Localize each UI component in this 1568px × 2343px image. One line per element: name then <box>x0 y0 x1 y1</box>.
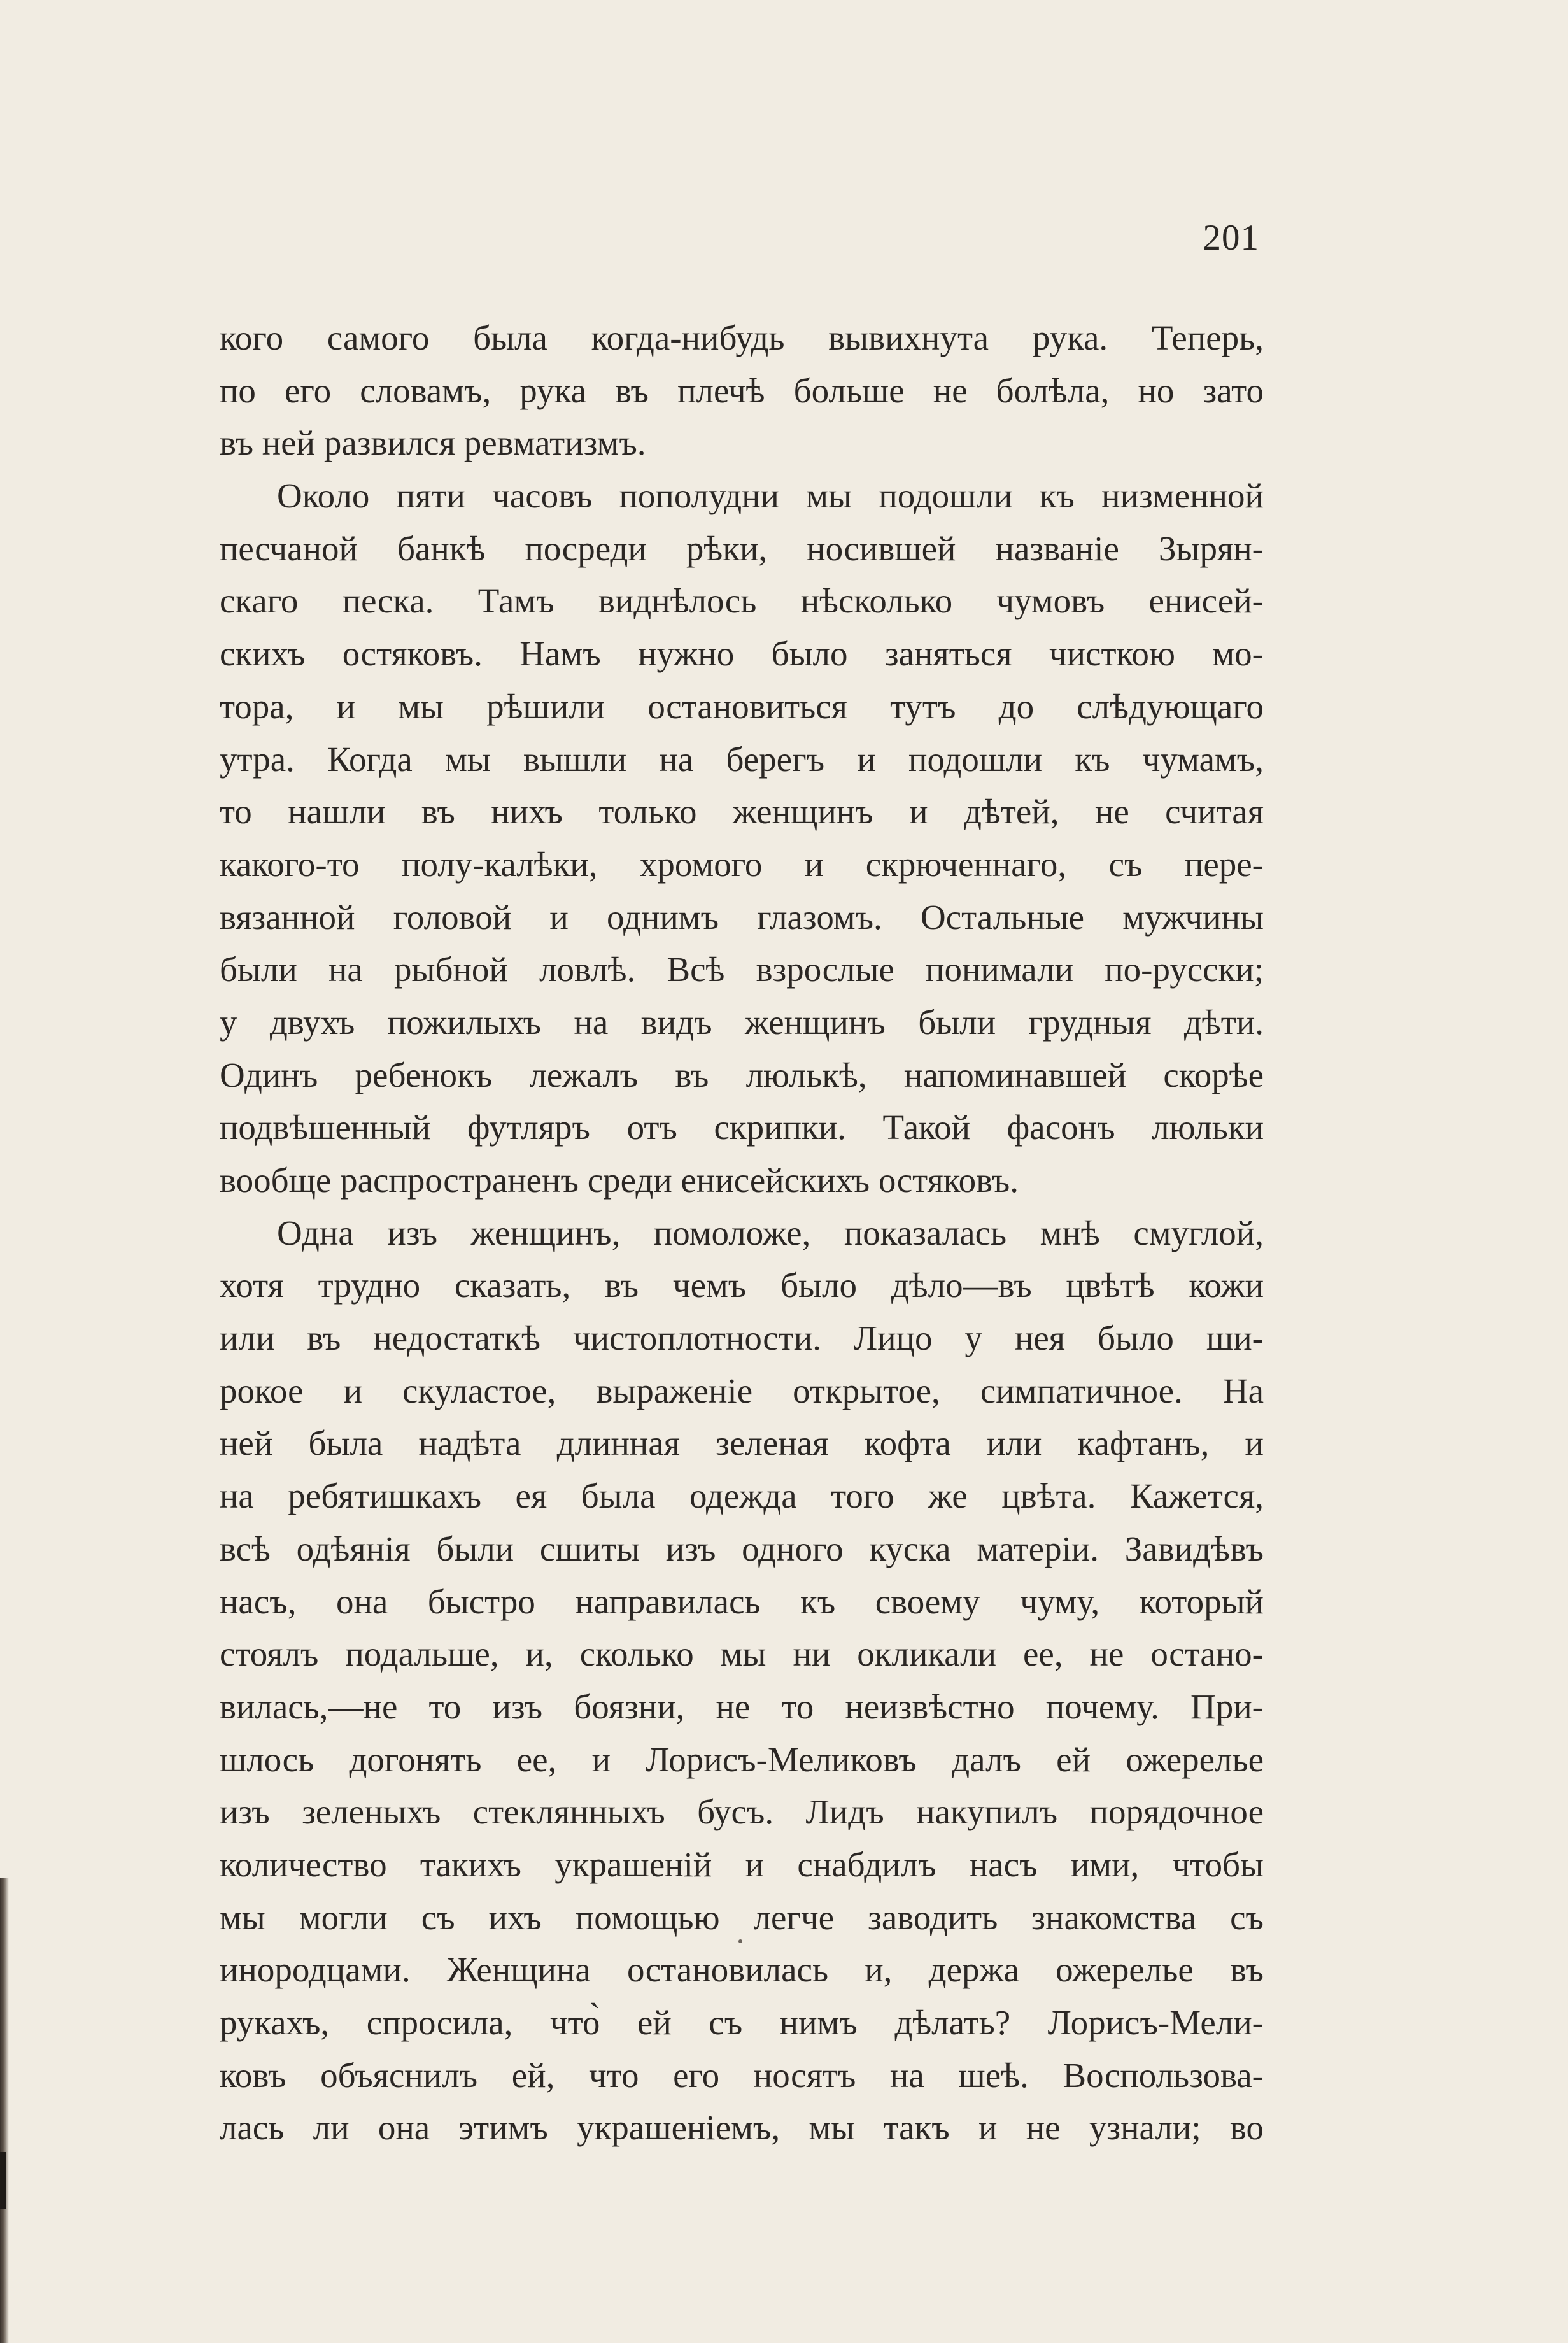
text-line: на ребятишкахъ ея была одежда того же цвѣта. Кажется, <box>220 1476 1264 1516</box>
text-line: ковъ объяснилъ ей, что его носятъ на шеѣ. Воспользова- <box>220 2055 1264 2095</box>
text-line: стоялъ подальше, и, сколько мы ни окликали ее, не остано- <box>220 1634 1264 1674</box>
text-line: у двухъ пожилыхъ на видъ женщинъ были грудныя дѣти. <box>220 1002 1264 1042</box>
text-line: Одинъ ребенокъ лежалъ въ люлькѣ, напоминавшей скорѣе <box>220 1055 1264 1094</box>
text-line: вилась,—не то изъ боязни, не то неизвѣстно почему. При- <box>220 1687 1264 1726</box>
text-line: подвѣшенный футляръ отъ скрипки. Такой фасонъ люльки <box>220 1108 1264 1147</box>
text-line: Около пяти часовъ пополудни мы подошли къ низменной <box>277 476 1264 516</box>
text-line: по его словамъ, рука въ плечѣ больше не болѣла, но зато <box>220 371 1264 410</box>
text-line: песчаной банкѣ посреди рѣки, носившей названiе Зырян- <box>220 528 1264 568</box>
text-line: кого самого была когда-нибудь вывихнута рука. Теперь, <box>220 318 1264 357</box>
text-line: лась ли она этимъ украшенiемъ, мы такъ и не узнали; во <box>220 2108 1264 2148</box>
ink-speck <box>738 1939 742 1943</box>
text-line: шлось догонять ее, и Лорисъ-Меликовъ далъ ей ожерелье <box>220 1739 1264 1779</box>
page-number: 201 <box>1203 218 1259 258</box>
text-line: Одна изъ женщинъ, помоложе, показалась мнѣ смуглой, <box>277 1213 1264 1252</box>
text-line: то нашли въ нихъ только женщинъ и дѣтей, не считая <box>220 792 1264 832</box>
text-line: были на рыбной ловлѣ. Всѣ взрослые понимали по-русски; <box>220 950 1264 989</box>
body-text <box>220 312 1264 2155</box>
text-line: хотя трудно сказать, въ чемъ было дѣло—въ цвѣтѣ кожи <box>220 1266 1264 1305</box>
text-line: рокое и скуластое, выраженiе открытое, симпатичное. На <box>220 1371 1264 1410</box>
text-line: ней была надѣта длинная зеленая кофта или кафтанъ, и <box>220 1424 1264 1463</box>
text-line: рукахъ, спросила, что̀ ей съ нимъ дѣлать? Лорисъ-Мели- <box>220 2003 1264 2042</box>
page-gutter-shadow <box>0 1878 9 2343</box>
binding-edge <box>0 2152 6 2209</box>
text-line: вообще распространенъ среди енисейскихъ остяковъ. <box>220 1161 1019 1200</box>
text-line: изъ зеленыхъ стеклянныхъ бусъ. Лидъ накупилъ порядочное <box>220 1792 1264 1832</box>
text-line: количество такихъ украшенiй и снабдилъ насъ ими, чтобы <box>220 1844 1264 1884</box>
text-line: всѣ одѣянiя были сшиты изъ одного куска матерiи. Завидѣвъ <box>220 1529 1264 1568</box>
text-line: насъ, она быстро направилась къ своему чуму, который <box>220 1582 1264 1621</box>
text-line: мы могли съ ихъ помощью легче заводить знакомства съ <box>220 1897 1264 1937</box>
text-line: вязанной головой и однимъ глазомъ. Остальные мужчины <box>220 897 1264 937</box>
text-line: инородцами. Женщина остановилась и, держа ожерелье въ <box>220 1950 1264 1990</box>
text-line: скаго песка. Тамъ виднѣлось нѣсколько чумовъ енисей- <box>220 581 1264 621</box>
text-line: утра. Когда мы вышли на берегъ и подошли къ чумамъ, <box>220 739 1264 779</box>
text-line: скихъ остяковъ. Намъ нужно было заняться чисткою мо- <box>220 634 1264 674</box>
text-line: въ ней развился ревматизмъ. <box>220 423 646 463</box>
text-line: тора, и мы рѣшили остановиться тутъ до слѣдующаго <box>220 686 1264 726</box>
text-line: какого-то полу-калѣки, хромого и скрюченнаго, съ пере- <box>220 844 1264 884</box>
text-line: или въ недостаткѣ чистоплотности. Лицо у нея было ши- <box>220 1319 1264 1358</box>
